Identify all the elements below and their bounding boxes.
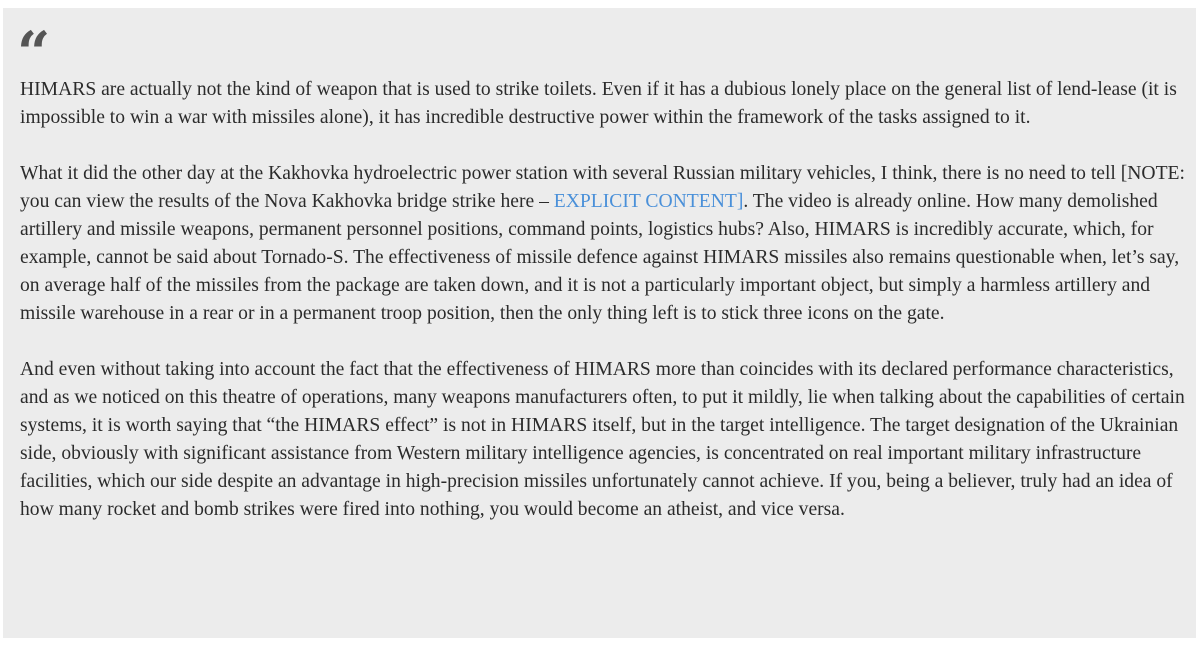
blockquote: [3, 8, 1196, 638]
paragraph-2-text-before: What it did the other day at the Kakhovka hydroelectric power station with several Russian military vehicles, I think, there is no need to tell [NOTE: you can view the results of the Nova Kakhovka bridge strike here –: [20, 163, 1185, 212]
paragraph-2-text-after: . The video is already online. How many demolished artillery and missile weapons, permanent personnel positions, command points, logistics hubs? Also, HIMARS is incredibly accurate, which, for example, cannot be said about Tornado-S. The effectiveness of missile defence against HIMARS missiles also remains questionable when, let’s say, on average half of the missiles from the package are taken down, and it is not a particularly important object, but simply a harmless artillery and missile warehouse in a rear or in a permanent troop position, then the only thing left is to stick three icons on the gate.: [20, 191, 1180, 324]
paragraph-3: And even without taking into account the fact that the effectiveness of HIMARS more than coincides with its declared performance characteristics, and as we noticed on this theatre of operations, many weapons manufacturers often, to put it mildly, lie when talking about the capabilities of certain systems, it is worth saying that “the HIMARS effect” is not in HIMARS itself, but in the target intelligence. The target designation of the Ukrainian side, obviously with significant assistance from Western military intelligence agencies, is concentrated on real important military infrastructure facilities, which our side despite an advantage in high-precision missiles unfortunately cannot achieve. If you, being a believer, truly had an idea of how many rocket and bomb strikes were fired into nothing, you would become an atheist, and vice versa.: [20, 359, 1185, 520]
paragraph-1: HIMARS are actually not the kind of weapon that is used to strike toilets. Even if it has a dubious lonely place on the general list of lend-lease (it is impossible to win a war with missiles alone), it has incredible destructive power within the framework of the tasks assigned to it.: [20, 79, 1177, 128]
explicit-content-link[interactable]: EXPLICIT CONTENT]: [553, 191, 744, 212]
quote-mark-icon: “: [17, 19, 51, 87]
quote-body: [20, 76, 1185, 552]
paragraph-2: [20, 160, 1185, 328]
